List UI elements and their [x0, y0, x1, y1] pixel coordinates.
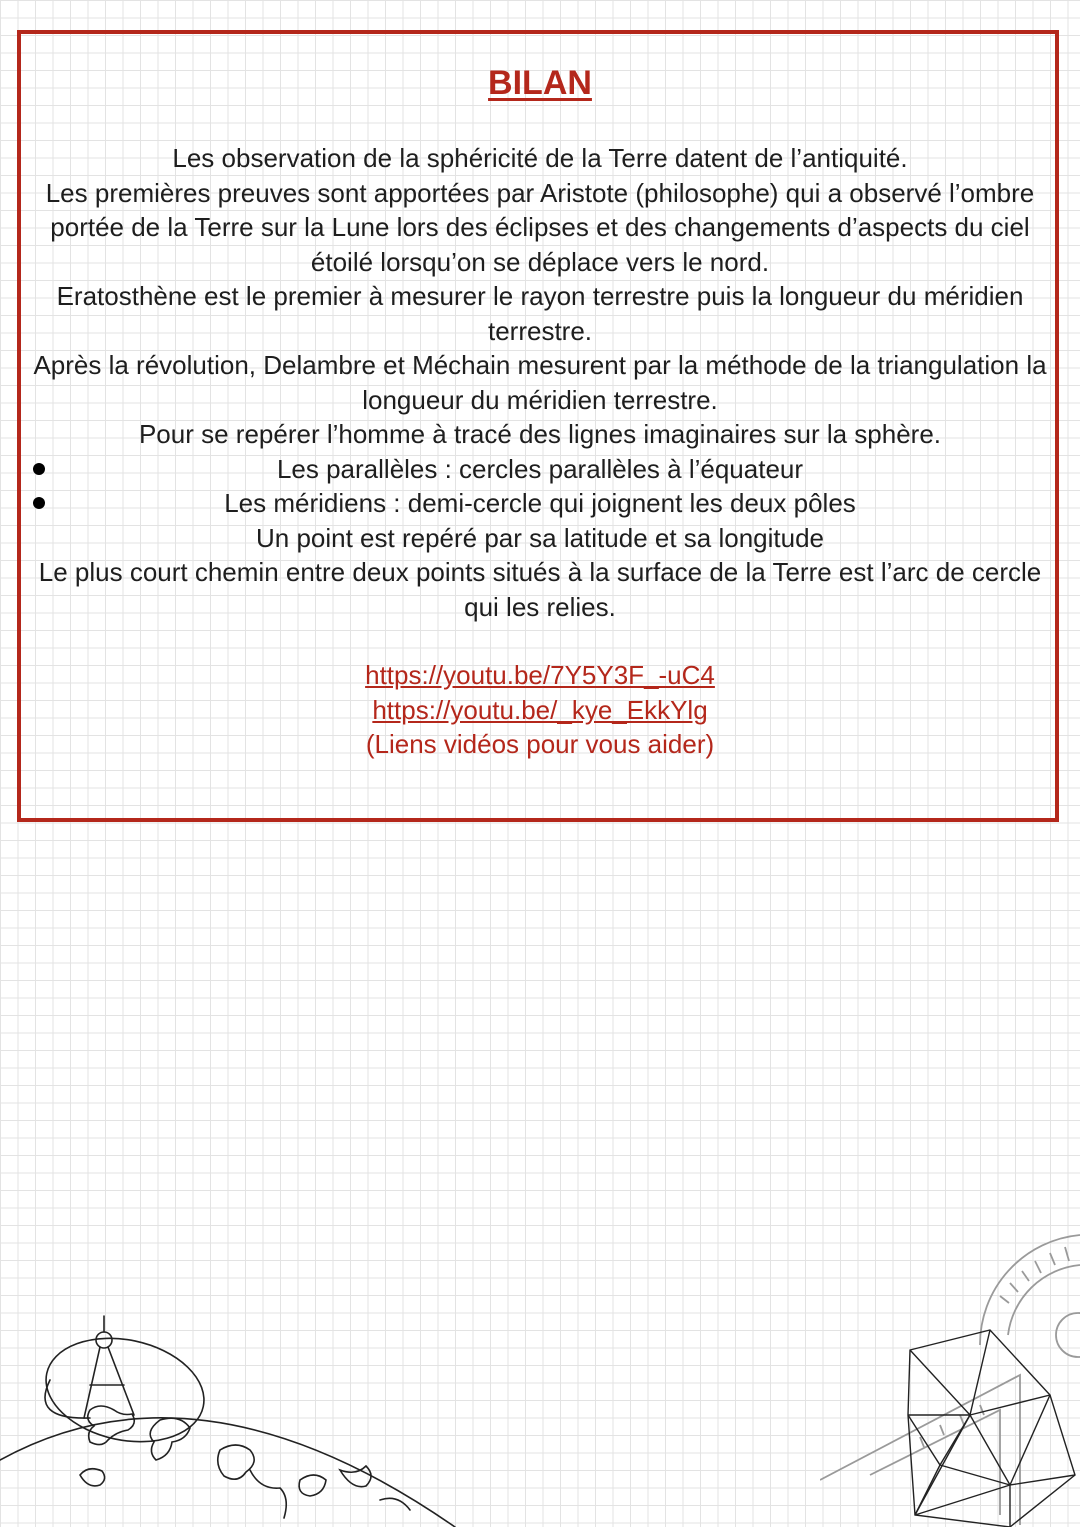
bullet-dot-icon — [33, 497, 45, 509]
paragraph-aristote: Les premières preuves sont apportées par Aristote (philosophe) qui a observé l’ombre portée de la Terre sur la Lune lors des éclipses et des changements d’aspects du ciel étoilé lorsqu’on se déplace vers le nord. — [45, 177, 1035, 277]
video-link-1[interactable]: https://youtu.be/7Y5Y3F_-uC4 — [365, 660, 715, 690]
geometry-tools-icon — [820, 1225, 1080, 1527]
video-links — [0, 658, 1080, 762]
summary-text — [30, 141, 1050, 624]
globe-compass-icon — [0, 1300, 470, 1527]
paragraph-eratosthene: Eratosthène est le premier à mesurer le rayon terrestre puis la longueur du méridien terrestre. — [56, 281, 1024, 346]
bullet-meridians-text: Les méridiens : demi-cercle qui joignent les deux pôles — [224, 488, 856, 518]
paragraph-delambre: Après la révolution, Delambre et Méchain mesurent par la méthode de la triangulation la longueur du méridien terrestre. — [33, 350, 1047, 415]
video-link-2[interactable]: https://youtu.be/_kye_EkkYlg — [372, 694, 708, 725]
paragraph-point: Un point est repéré par sa latitude et sa longitude — [255, 522, 825, 553]
video-links-note: (Liens vidéos pour vous aider) — [365, 729, 715, 759]
page-title: BILAN — [488, 64, 592, 102]
paragraph-antiquity: Les observation de la sphéricité de la Terre datent de l’antiquité. — [172, 143, 908, 173]
bullet-parallels-text: Les parallèles : cercles parallèles à l’équateur — [276, 453, 804, 484]
bullet-parallels — [30, 452, 1050, 487]
paragraph-shortest-path: Le plus court chemin entre deux points situés à la surface de la Terre est l’arc de cercle qui les relies. — [38, 557, 1042, 622]
bullet-dot-icon — [33, 463, 45, 475]
paragraph-lines: Pour se repérer l’homme à tracé des lignes imaginaires sur la sphère. — [138, 419, 942, 449]
bullet-meridians — [30, 486, 1050, 521]
